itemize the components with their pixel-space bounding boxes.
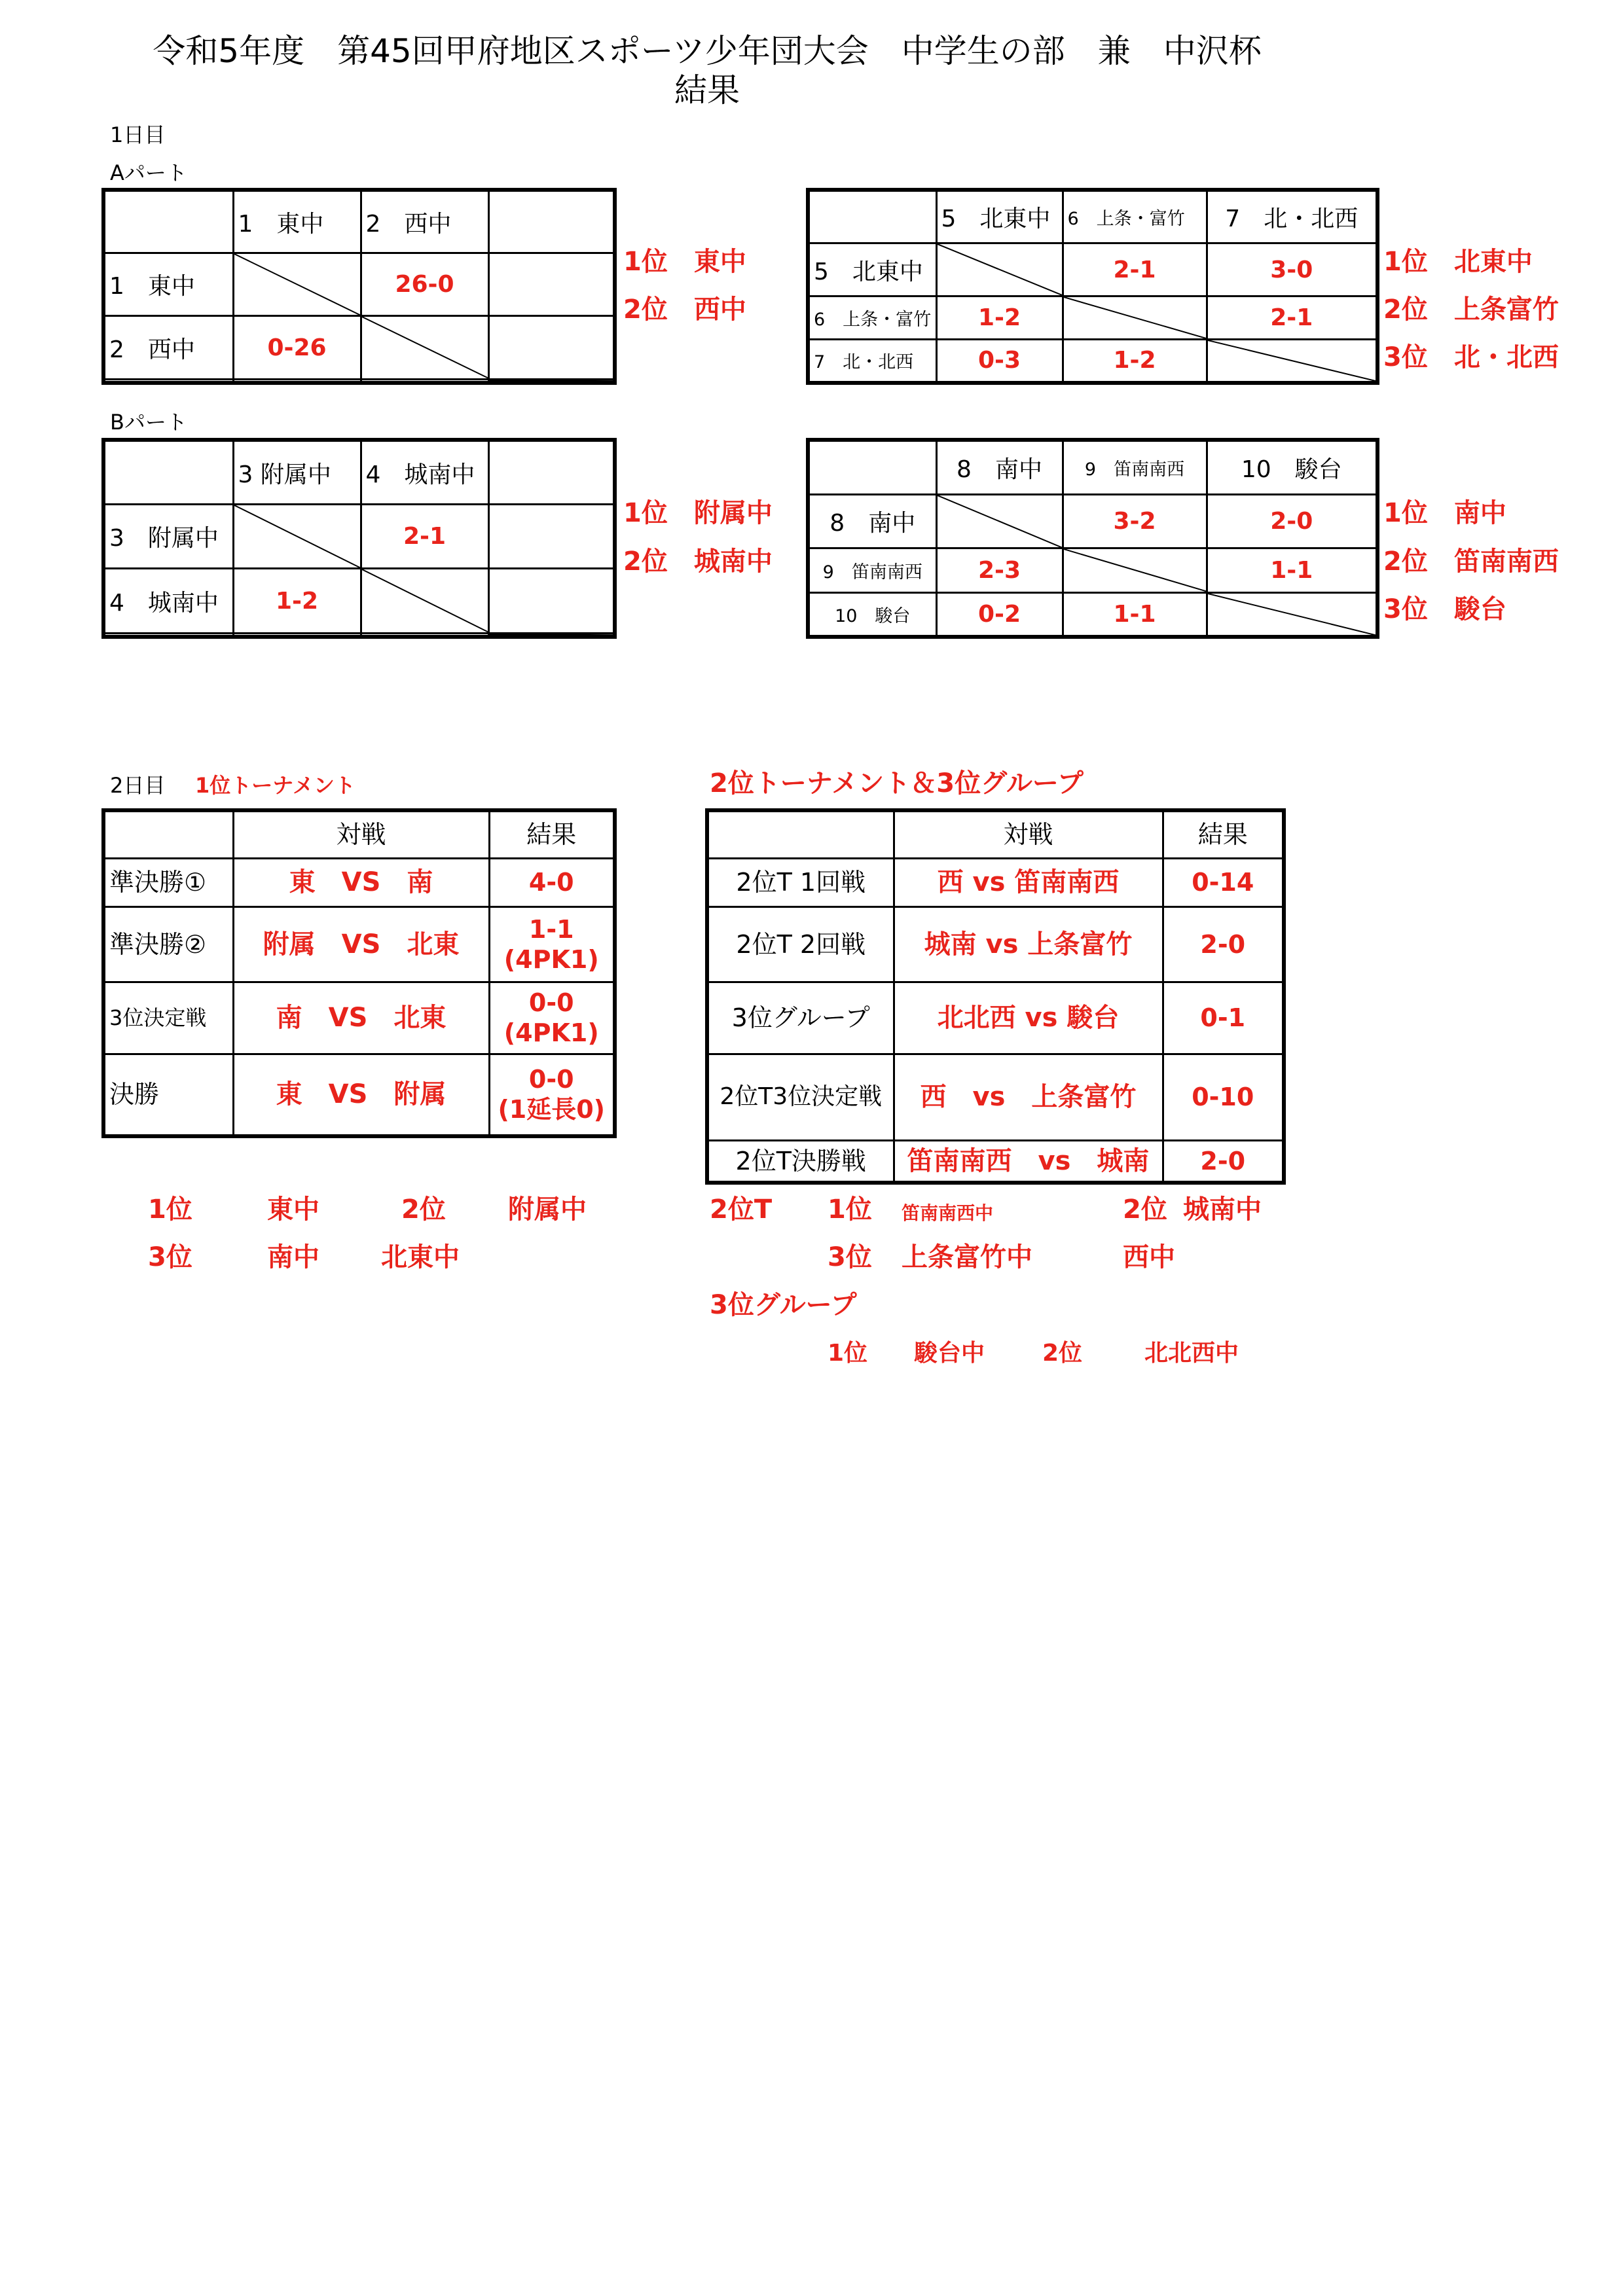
- row-header: 1 東中: [105, 253, 233, 316]
- result-cell: [489, 1054, 613, 1134]
- round-label: 2位T決勝戦: [709, 1140, 894, 1181]
- round-label: 3位グループ: [709, 982, 894, 1054]
- result-cell: [489, 906, 613, 982]
- final-place: 1位: [828, 1340, 868, 1367]
- corner-cell: [810, 442, 936, 494]
- rank-label: 2位 笛南南西: [1383, 547, 1559, 577]
- match-cell: 笛南南西 vs 城南: [894, 1140, 1163, 1181]
- rank-label: 2位 西中: [623, 295, 746, 325]
- corner-cell: [105, 442, 233, 505]
- result-cell: [361, 379, 488, 381]
- corner-cell: [105, 812, 233, 858]
- row-header: 4 城南中: [105, 569, 233, 633]
- result-cell: 1-2: [1063, 339, 1207, 381]
- result-note: (1延長0): [498, 1095, 606, 1124]
- row-header: [105, 633, 233, 635]
- result-cell: 1-2: [233, 569, 361, 633]
- col-header: 10 駿台: [1207, 442, 1376, 494]
- final-section-label: 3位グループ: [710, 1290, 857, 1320]
- result-score: 0-0: [528, 988, 574, 1017]
- rank-label: 2位 上条富竹: [1383, 295, 1559, 325]
- result-note: (4PK1): [503, 944, 599, 974]
- part-a-grid-2: [806, 188, 1379, 385]
- round-label: 2位T 2回戦: [709, 906, 894, 982]
- result-cell: 2-1: [361, 505, 488, 569]
- result-cell: 2-0: [1163, 906, 1282, 982]
- round-label: 決勝: [105, 1054, 233, 1134]
- final-team: 笛南南西中: [902, 1202, 994, 1224]
- result-cell: 2-0: [1163, 1140, 1282, 1181]
- row-header: 8 南中: [810, 494, 936, 548]
- part-b-grid-2: [806, 438, 1379, 639]
- diagonal-cell: [233, 505, 361, 569]
- col-header: 5 北東中: [936, 192, 1063, 243]
- round-label: 準決勝①: [105, 858, 233, 906]
- result-cell: 0-10: [1163, 1054, 1282, 1140]
- row-header: 10 駿台: [810, 592, 936, 635]
- day2-label: 2日目: [110, 773, 166, 798]
- page-subtitle: 結果: [674, 71, 740, 109]
- result-cell: 0-1: [1163, 982, 1282, 1054]
- col-header: 1 東中: [233, 192, 361, 253]
- row-header: 3 附属中: [105, 505, 233, 569]
- rank-label: 1位 東中: [623, 247, 746, 277]
- col-header: 対戦: [233, 812, 489, 858]
- page-title: 令和5年度 第45回甲府地区スポーツ少年団大会 中学生の部 兼 中沢杯: [153, 32, 1262, 70]
- part-b-label: Bパート: [110, 410, 187, 435]
- col-header: 6 上条・富竹: [1063, 192, 1207, 243]
- corner-cell: [810, 192, 936, 243]
- result-cell: 2-1: [1207, 296, 1376, 339]
- result-score: 4-0: [528, 868, 574, 897]
- col-header: [488, 442, 613, 505]
- result-cell: [233, 379, 361, 381]
- final-team: 東中: [267, 1194, 319, 1225]
- match-cell: 西 vs 上条富竹: [894, 1054, 1163, 1140]
- diagonal-cell: [936, 243, 1063, 296]
- final-place: 1位: [148, 1194, 192, 1225]
- day1-label: 1日目: [110, 122, 166, 147]
- tournament2-label: 2位トーナメント＆3位グループ: [710, 768, 1084, 798]
- col-header: 4 城南中: [361, 442, 488, 505]
- result-cell: 0-26: [233, 316, 361, 379]
- result-score: 1-1: [528, 914, 574, 944]
- round-label: 2位T3位決定戦: [709, 1054, 894, 1140]
- col-header: 7 北・北西: [1207, 192, 1376, 243]
- result-cell: 26-0: [361, 253, 488, 316]
- diagonal-cell: [936, 494, 1063, 548]
- final-team: 北北西中: [1144, 1340, 1239, 1367]
- diagonal-cell: [1063, 548, 1207, 592]
- final-team: 南中: [267, 1242, 319, 1272]
- match-cell: 東 VS 附属: [233, 1054, 489, 1134]
- col-header: 結果: [1163, 812, 1282, 858]
- result-score: 0-0: [528, 1065, 574, 1094]
- row-header: [105, 379, 233, 381]
- tournament2-table: [705, 808, 1286, 1185]
- result-cell: [489, 858, 613, 906]
- final-team: 上条富竹中: [902, 1242, 1032, 1272]
- row-header: 6 上条・富竹: [810, 296, 936, 339]
- match-cell: 城南 vs 上条富竹: [894, 906, 1163, 982]
- row-header: 7 北・北西: [810, 339, 936, 381]
- diagonal-cell: [488, 633, 613, 635]
- col-header: [488, 192, 613, 253]
- col-header: 対戦: [894, 812, 1163, 858]
- final-team: 城南中: [1183, 1194, 1262, 1225]
- result-cell: 3-0: [1207, 243, 1376, 296]
- diagonal-cell: [1063, 296, 1207, 339]
- result-cell: 0-2: [936, 592, 1063, 635]
- match-cell: 東 VS 南: [233, 858, 489, 906]
- final-place: 1位: [828, 1194, 872, 1225]
- row-header: 5 北東中: [810, 243, 936, 296]
- tournament1-label: 1位トーナメント: [195, 773, 356, 798]
- result-cell: [489, 982, 613, 1054]
- rank-label: 1位 北東中: [1383, 247, 1533, 277]
- round-label: 準決勝②: [105, 906, 233, 982]
- match-cell: 附属 VS 北東: [233, 906, 489, 982]
- col-header: 結果: [489, 812, 613, 858]
- row-header: 2 西中: [105, 316, 233, 379]
- col-header: 3 附属中: [233, 442, 361, 505]
- diagonal-cell: [361, 569, 488, 633]
- rank-label: 3位 北・北西: [1383, 342, 1559, 372]
- final-team: 駿台中: [914, 1340, 985, 1367]
- col-header: 2 西中: [361, 192, 488, 253]
- diagonal-cell: [488, 379, 613, 381]
- match-cell: 北北西 vs 駿台: [894, 982, 1163, 1054]
- result-cell: [361, 633, 488, 635]
- match-cell: 南 VS 北東: [233, 982, 489, 1054]
- result-note: (4PK1): [503, 1018, 599, 1047]
- corner-cell: [105, 192, 233, 253]
- rank-label: 1位 附属中: [623, 498, 773, 528]
- final-place: 3位: [828, 1242, 872, 1272]
- result-cell: [233, 633, 361, 635]
- final-team: 北東中: [381, 1242, 460, 1272]
- result-cell: 0-3: [936, 339, 1063, 381]
- tournament1-table: [101, 808, 617, 1138]
- rank-label: 1位 南中: [1383, 498, 1506, 528]
- result-cell: [488, 316, 613, 379]
- col-header: 8 南中: [936, 442, 1063, 494]
- part-a-grid-1: [101, 188, 617, 385]
- row-header: 9 笛南南西: [810, 548, 936, 592]
- result-cell: 1-1: [1063, 592, 1207, 635]
- result-cell: 0-14: [1163, 858, 1282, 906]
- diagonal-cell: [1207, 339, 1376, 381]
- rank-label: 2位 城南中: [623, 547, 773, 577]
- part-a-label: Aパート: [110, 160, 187, 185]
- result-cell: 2-3: [936, 548, 1063, 592]
- part-b-grid-1: [101, 438, 617, 639]
- round-label: 3位決定戦: [105, 982, 233, 1054]
- result-cell: [488, 569, 613, 633]
- round-label: 2位T 1回戦: [709, 858, 894, 906]
- final-team: 附属中: [508, 1194, 587, 1225]
- result-cell: [488, 253, 613, 316]
- match-cell: 西 vs 笛南南西: [894, 858, 1163, 906]
- final-section-label: 2位T: [710, 1194, 773, 1225]
- result-cell: 2-1: [1063, 243, 1207, 296]
- final-place: 2位: [1123, 1194, 1167, 1225]
- result-cell: 3-2: [1063, 494, 1207, 548]
- diagonal-cell: [233, 253, 361, 316]
- rank-label: 3位 駿台: [1383, 594, 1506, 624]
- result-cell: [488, 505, 613, 569]
- diagonal-cell: [361, 316, 488, 379]
- final-place: 3位: [148, 1242, 192, 1272]
- final-team: 西中: [1123, 1242, 1175, 1272]
- col-header: 9 笛南南西: [1063, 442, 1207, 494]
- result-cell: 2-0: [1207, 494, 1376, 548]
- diagonal-cell: [1207, 592, 1376, 635]
- result-cell: 1-1: [1207, 548, 1376, 592]
- final-place: 2位: [1042, 1340, 1083, 1367]
- corner-cell: [709, 812, 894, 858]
- final-place: 2位: [401, 1194, 446, 1225]
- result-cell: 1-2: [936, 296, 1063, 339]
